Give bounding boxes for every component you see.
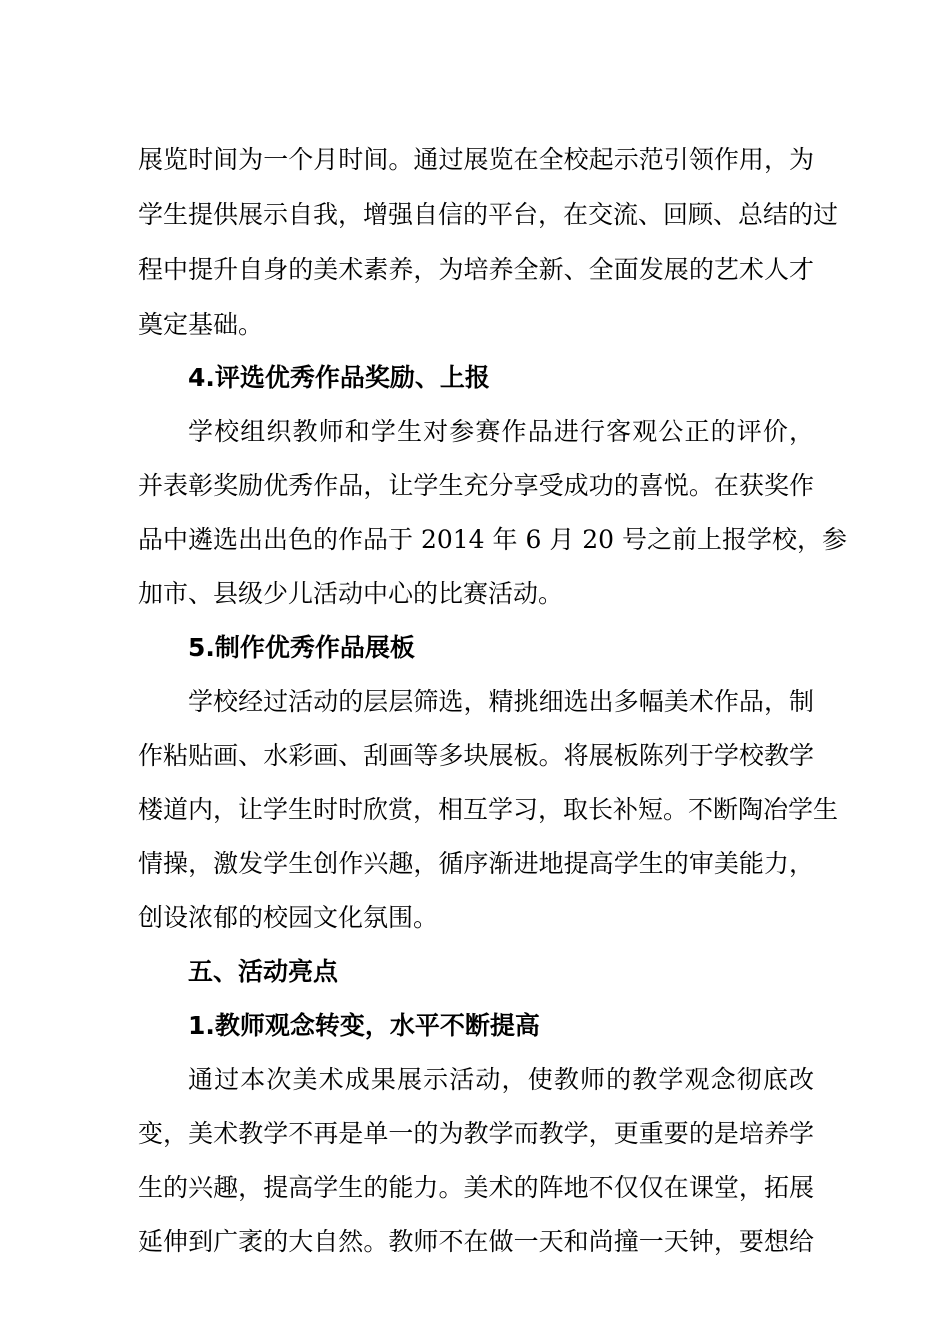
paragraph-line: 楼道内，让学生时时欣赏，相互学习，取长补短。不断陶冶学生	[138, 795, 839, 824]
paragraph-line: 学校经过活动的层层筛选，精挑细选出多幅美术作品，制	[188, 687, 814, 716]
paragraph-line: 展览时间为一个月时间。通过展览在全校起示范引领作用，为	[138, 145, 814, 174]
paragraph-line: 作粘贴画、水彩画、刮画等多块展板。将展板陈列于学校教学	[138, 741, 814, 770]
paragraph-line: 加市、县级少儿活动中心的比赛活动。	[138, 579, 564, 608]
paragraph-line: 奠定基础。	[138, 310, 264, 339]
paragraph-line: 延伸到广袤的大自然。教师不在做一天和尚撞一天钟，要想给	[138, 1227, 814, 1256]
paragraph-line: 程中提升自身的美术素养，为培养全新、全面发展的艺术人才	[138, 255, 814, 284]
paragraph-line: 品中遴选出出色的作品于 2014 年 6 月 20 号之前上报学校，参	[138, 525, 848, 554]
heading-teacher-concept: 1.教师观念转变，水平不断提高	[188, 1011, 540, 1040]
paragraph-line: 生的兴趣，提高学生的能力。美术的阵地不仅仅在课堂，拓展	[138, 1173, 814, 1202]
paragraph-line: 通过本次美术成果展示活动，使教师的教学观念彻底改	[188, 1065, 814, 1094]
paragraph-line: 创设浓郁的校园文化氛围。	[138, 903, 439, 932]
paragraph-line: 学生提供展示自我，增强自信的平台，在交流、回顾、总结的过	[138, 200, 839, 229]
paragraph-line: 并表彰奖励优秀作品，让学生充分享受成功的喜悦。在获奖作	[138, 471, 814, 500]
paragraph-line: 情操，激发学生创作兴趣，循序渐进地提高学生的审美能力，	[138, 849, 814, 878]
paragraph-line: 学校组织教师和学生对参赛作品进行客观公正的评价，	[188, 417, 814, 446]
paragraph-line: 变，美术教学不再是单一的为教学而教学，更重要的是培养学	[138, 1119, 814, 1148]
section-heading-highlights: 五、活动亮点	[188, 957, 339, 986]
heading-evaluate-works: 4.评选优秀作品奖励、上报	[188, 363, 490, 392]
heading-display-boards: 5.制作优秀作品展板	[188, 633, 415, 662]
